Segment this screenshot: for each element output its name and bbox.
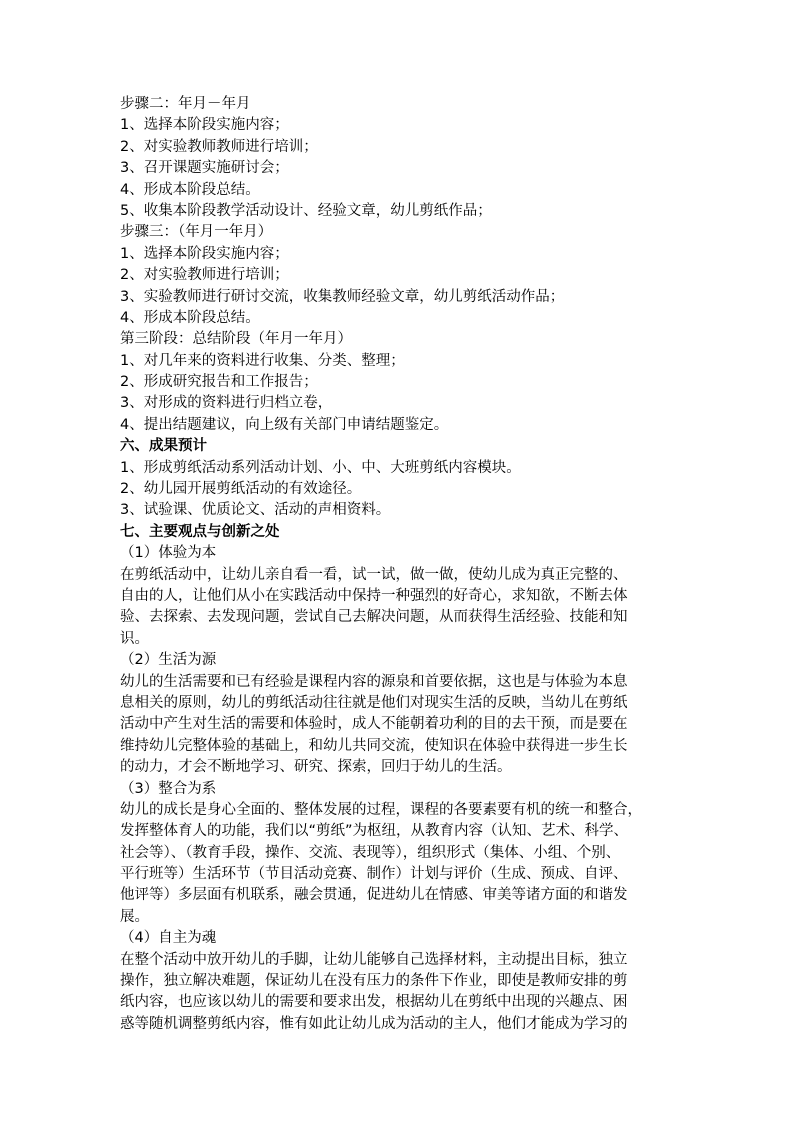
- phase3-item: 1、对几年来的资料进行收集、分类、整理；: [120, 352, 405, 369]
- paragraph-line: 验、去探索、去发现问题，尝试自己去解决问题，从而获得生活经验、技能和知: [120, 609, 628, 626]
- paragraph-line: 活动中产生对生活的需要和体验时，成人不能朝着功利的目的去干预，而是要在: [120, 716, 628, 733]
- step3-item: 1、选择本阶段实施内容；: [120, 245, 289, 262]
- step3-title: 步骤三：（年月一年月）: [120, 224, 273, 241]
- phase3-item: 2、形成研究报告和工作报告；: [120, 374, 318, 391]
- paragraph-line: 幼儿的成长是身心全面的、整体发展的过程，课程的各要素要有机的统一和整合，: [120, 801, 642, 818]
- step3-item: 4、形成本阶段总结。: [120, 309, 260, 326]
- paragraph-line: 平行班等）生活环节（节目活动竞赛、制作）计划与评价（生成、预成、自评、: [120, 866, 628, 883]
- paragraph-line: 操作，独立解决难题，保证幼儿在没有压力的条件下作业，即使是教师安排的剪: [120, 973, 628, 990]
- paragraph-line: 维持幼儿完整体验的基础上，和幼儿共同交流，使知识在体验中获得进一步生长: [120, 737, 628, 754]
- results-item: 2、幼儿园开展剪纸活动的有效途径。: [120, 481, 362, 498]
- paragraph-line: 识。: [120, 630, 149, 647]
- step2-item: 4、形成本阶段总结。: [120, 181, 260, 198]
- step2-item: 5、收集本阶段教学活动设计、经验文章，幼儿剪纸作品；: [120, 202, 492, 219]
- step2-item: 3、召开课题实施研讨会；: [120, 160, 289, 177]
- section-heading-innovation: 七、主要观点与创新之处: [120, 523, 280, 540]
- paragraph-line: 的动力，才会不断地学习、研究、探索，回归于幼儿的生活。: [120, 759, 512, 776]
- paragraph-line: 惑等随机调整剪纸内容，惟有如此让幼儿成为活动的主人，他们才能成为学习的: [120, 1015, 628, 1032]
- paragraph-line: 展。: [120, 908, 149, 925]
- point-title: （1）体验为本: [120, 545, 217, 562]
- paragraph-line: 幼儿的生活需要和已有经验是课程内容的源泉和首要依据，这也是与体验为本息: [120, 673, 628, 690]
- point-title: （3）整合为系: [120, 780, 217, 797]
- paragraph-line: 在整个活动中放开幼儿的手脚，让幼儿能够自己选择材料，主动提出目标，独立: [120, 951, 628, 968]
- paragraph-line: 发挥整体育人的功能，我们以“剪纸”为枢纽，从教育内容（认知、艺术、科学、: [120, 823, 629, 840]
- results-item: 3、试验课、优质论文、活动的声相资料。: [120, 502, 391, 519]
- paragraph-line: 社会等）、（教育手段，操作、交流、表现等），组织形式（集体、小组、个别、: [120, 844, 621, 861]
- paragraph-line: 息相关的原则，幼儿的剪纸活动往往就是他们对现实生活的反映，当幼儿在剪纸: [120, 694, 628, 711]
- paragraph-line: 在剪纸活动中，让幼儿亲自看一看，试一试，做一做，使幼儿成为真正完整的、: [120, 566, 628, 583]
- phase3-item: 3、对形成的资料进行归档立卷，: [120, 395, 333, 412]
- paragraph-line: 纸内容，也应该以幼儿的需要和要求出发，根据幼儿在剪纸中出现的兴趣点、困: [120, 994, 628, 1011]
- document-page: [120, 94, 678, 1035]
- point-title: （2）生活为源: [120, 652, 217, 669]
- step3-item: 2、对实验教师进行培训；: [120, 267, 289, 284]
- section-heading-results: 六、成果预计: [120, 438, 207, 455]
- paragraph-line: 自由的人，让他们从小在实践活动中保持一种强烈的好奇心，求知欲，不断去体: [120, 587, 628, 604]
- point-title: （4）自主为魂: [120, 930, 217, 947]
- step3-item: 3、实验教师进行研讨交流，收集教师经验文章，幼儿剪纸活动作品；: [120, 288, 565, 305]
- step2-item: 1、选择本阶段实施内容；: [120, 117, 289, 134]
- step2-item: 2、对实验教师教师进行培训；: [120, 138, 318, 155]
- phase3-title: 第三阶段：总结阶段（年月一年月）: [120, 331, 352, 348]
- paragraph-line: 他评等）多层面有机联系，融会贯通，促进幼儿在情感、审美等诸方面的和谐发: [120, 887, 628, 904]
- step2-title: 步骤二：年月－年月: [120, 96, 251, 112]
- phase3-item: 4、提出结题建议，向上级有关部门申请结题鉴定。: [120, 416, 449, 433]
- results-item: 1、形成剪纸活动系列活动计划、小、中、大班剪纸内容模块。: [120, 459, 521, 476]
